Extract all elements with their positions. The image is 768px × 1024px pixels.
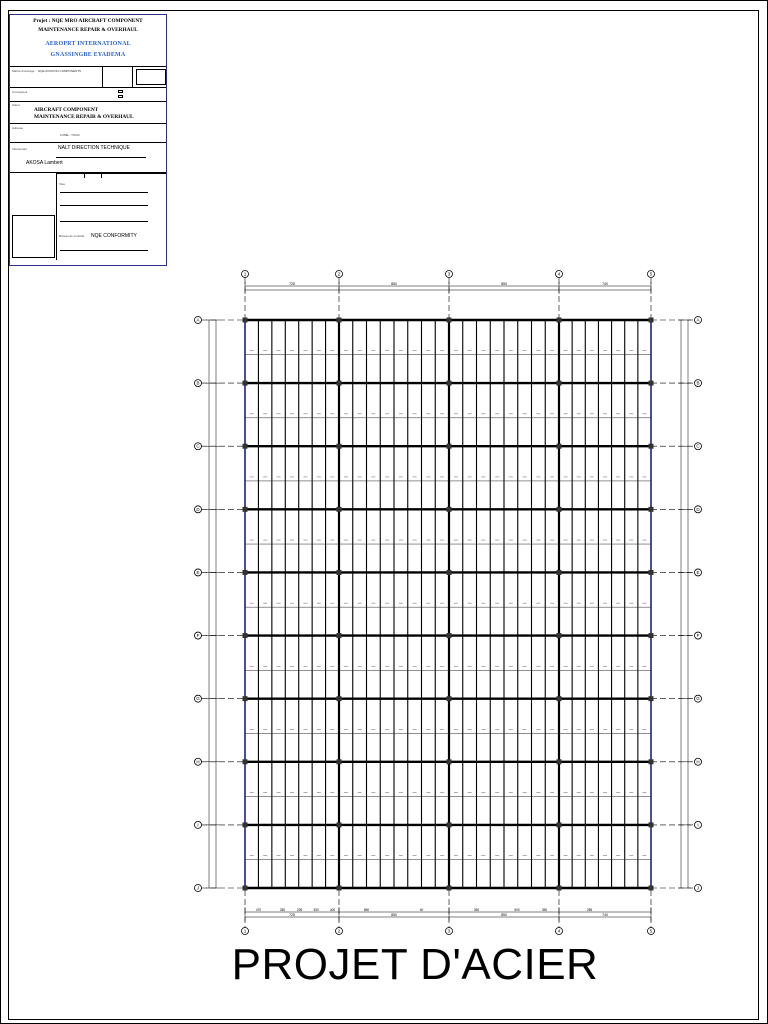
row-axis-label: C — [696, 443, 700, 449]
column-axis-label: 4 — [557, 928, 561, 934]
steel-column — [337, 633, 342, 638]
bottom-main-dimension-label: 850 — [391, 913, 397, 917]
bottom-sub-dimension-label: 470 — [255, 908, 262, 912]
bottom-main-dimension-label: 850 — [501, 913, 507, 917]
bottom-main-dimension-label: 725 — [289, 913, 295, 917]
top-dimension-label: 850 — [501, 282, 507, 286]
steel-column — [557, 822, 562, 827]
owner-name: NQE AVIATION COMPONENTS — [38, 69, 82, 73]
steel-column — [557, 633, 562, 638]
visa-label: Visa — [59, 182, 65, 186]
column-axis-label: 1 — [243, 928, 247, 934]
bottom-sub-dimension-label: 40 — [419, 908, 424, 912]
steel-column — [337, 759, 342, 764]
row-axis-label: B — [196, 380, 200, 386]
steel-column — [337, 886, 342, 891]
location-line1: AEROPRT INTERNATIONAL — [45, 41, 131, 47]
steel-column — [243, 570, 248, 575]
steel-column — [337, 822, 342, 827]
steel-column — [557, 759, 562, 764]
column-axis-label: 5 — [649, 928, 653, 934]
steel-column — [447, 318, 452, 323]
bottom-sub-dimension-label: 850 — [363, 908, 370, 912]
designer-label: Concepteur — [12, 90, 28, 94]
location-line2: GNASSINGBE EYADEMA — [50, 52, 126, 58]
row-axis-label: I — [697, 822, 699, 828]
address-city: LOME - TOGO — [60, 133, 80, 137]
row-axis-label: F — [696, 633, 700, 639]
steel-column — [557, 444, 562, 449]
steel-column — [243, 696, 248, 701]
steel-column — [447, 507, 452, 512]
steel-column — [243, 318, 248, 323]
steel-column — [557, 507, 562, 512]
steel-column — [649, 759, 654, 764]
column-axis-label: 1 — [243, 271, 247, 277]
column-axis-label: 3 — [447, 928, 451, 934]
control-label: Bureau de contrôle — [59, 234, 85, 238]
steel-column — [243, 507, 248, 512]
client-label: Client — [12, 103, 20, 107]
steel-column — [557, 886, 562, 891]
project-line2: MAINTENANCE REPAIR & OVERHAUL — [38, 27, 138, 33]
row-axis-label: G — [196, 696, 200, 702]
column-axis-label: 5 — [649, 271, 653, 277]
steel-column — [447, 696, 452, 701]
steel-column — [649, 886, 654, 891]
steel-column — [649, 633, 654, 638]
steel-column — [447, 633, 452, 638]
column-axis-label: 2 — [337, 271, 341, 277]
steel-column — [337, 444, 342, 449]
steel-column — [557, 570, 562, 575]
steel-column — [243, 886, 248, 891]
column-axis-label: 4 — [557, 271, 561, 277]
bottom-sub-dimension-label: 350 — [279, 908, 286, 912]
control-name: NQE CONFORMITY — [91, 233, 137, 239]
top-dimension-label: 725 — [289, 282, 295, 286]
steel-column — [243, 759, 248, 764]
row-axis-label: A — [196, 317, 200, 323]
intervenant-label: Intervenant — [12, 147, 28, 151]
steel-column — [243, 822, 248, 827]
direction-name: NALT DIRECTION TECHNIQUE — [58, 145, 130, 151]
row-axis-label: C — [196, 443, 200, 449]
steel-column — [557, 696, 562, 701]
client-line2: MAINTENANCE REPAIR & OVERHAUL — [34, 114, 134, 120]
bottom-sub-dimension-label: 350 — [313, 908, 319, 912]
row-axis-label: I — [197, 822, 199, 828]
steel-column — [337, 507, 342, 512]
page-title: PROJET D'ACIER — [231, 940, 599, 989]
steel-column — [649, 696, 654, 701]
steel-column — [447, 570, 452, 575]
row-axis-label: F — [196, 633, 200, 639]
steel-column — [337, 381, 342, 386]
steel-column — [447, 444, 452, 449]
bottom-sub-dimension-label: 500 — [514, 908, 520, 912]
steel-column — [337, 696, 342, 701]
top-dimension-label: 850 — [391, 282, 397, 286]
steel-column — [649, 381, 654, 386]
steel-column — [447, 886, 452, 891]
row-axis-label: D — [196, 506, 200, 512]
row-axis-label: H — [196, 759, 200, 765]
steel-column — [447, 381, 452, 386]
beam-layout — [243, 318, 654, 891]
row-axis-label: E — [696, 569, 700, 575]
steel-column — [447, 759, 452, 764]
row-axis-label: J — [196, 885, 200, 891]
bottom-sub-dimension-label: 400 — [329, 908, 336, 912]
steel-column — [649, 444, 654, 449]
steel-column — [447, 822, 452, 827]
steel-column — [649, 822, 654, 827]
bottom-main-dimension-label: 740 — [602, 913, 608, 917]
column-axis-label: 2 — [337, 928, 341, 934]
row-axis-label: J — [696, 885, 700, 891]
row-axis-label: D — [696, 506, 700, 512]
steel-column — [649, 507, 654, 512]
column-axis-label: 3 — [447, 271, 451, 277]
row-axis-label: G — [696, 696, 700, 702]
steel-column — [649, 318, 654, 323]
steel-column — [557, 318, 562, 323]
top-dimension-label: 740 — [602, 282, 608, 286]
row-axis-label: B — [696, 380, 700, 386]
bottom-sub-dimension-label: 235 — [296, 908, 303, 912]
steel-column — [337, 318, 342, 323]
bottom-sub-dimension-label: 285 — [586, 908, 593, 912]
owner-label: Maître d'ouvrage — [12, 69, 35, 73]
row-axis-label: H — [696, 759, 700, 765]
row-axis-label: A — [696, 317, 700, 323]
steel-column — [243, 444, 248, 449]
steel-column — [649, 570, 654, 575]
project-label: Projet : NQE MRO AIRCRAFT COMPONENT — [33, 18, 143, 24]
row-axis-label: E — [196, 569, 200, 575]
client-line1: AIRCRAFT COMPONENT — [34, 107, 99, 113]
steel-column — [243, 633, 248, 638]
steel-column — [337, 570, 342, 575]
bottom-sub-dimension-label: 350 — [541, 908, 548, 912]
steel-column — [243, 381, 248, 386]
address-label: Adresse — [12, 126, 24, 130]
engineer-name: AKOSA Lambert — [26, 160, 63, 166]
steel-column — [557, 381, 562, 386]
bottom-sub-dimension-label: 350 — [473, 908, 480, 912]
